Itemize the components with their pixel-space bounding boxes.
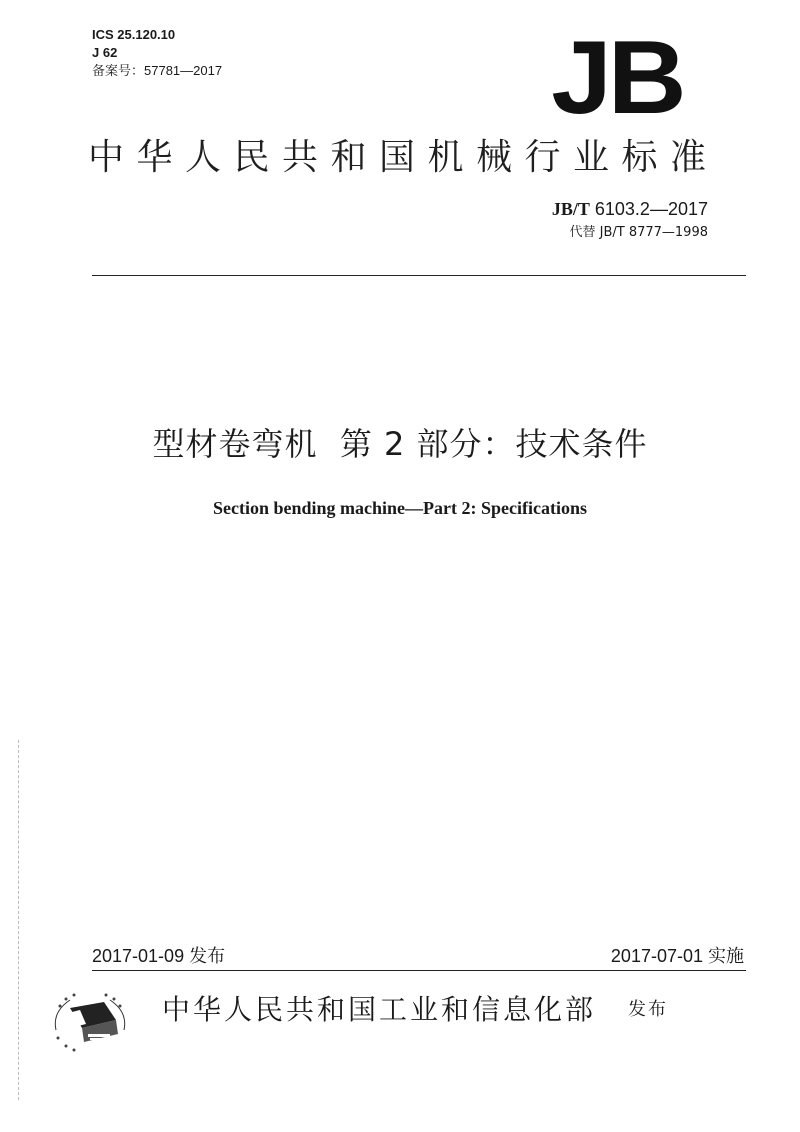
press-emblem-icon	[44, 990, 136, 1054]
issuing-authority: 中华人民共和国工业和信息化部	[162, 993, 597, 1026]
standard-number-value: 6103.2—2017	[594, 199, 708, 219]
document-title-en: Section bending machine—Part 2: Specifications	[213, 498, 587, 518]
header-meta	[92, 26, 222, 80]
issue-date: 2017-01-09 发布	[92, 946, 226, 966]
bottom-divider	[92, 970, 746, 971]
ics-code: ICS 25.120.10	[92, 27, 176, 42]
standard-number	[552, 198, 708, 220]
standard-category-title: 中华人民共和国机械行业标准	[88, 137, 719, 178]
document-title-zh: 型材卷弯机 第 2 部分：技术条件	[152, 425, 648, 463]
scan-edge-mark	[18, 740, 19, 1100]
replaces-standard: 代替 JB/T 8777—1998	[569, 225, 708, 240]
jb-logo: JB	[551, 20, 683, 136]
ccs-code: J 62	[92, 45, 118, 60]
effective-date: 2017-07-01 实施	[610, 946, 744, 966]
top-divider	[92, 275, 746, 276]
issuing-authority-suffix: 发布	[628, 999, 668, 1020]
filing-number: 备案号：57781—2017	[92, 63, 223, 78]
standard-number-prefix: JB/T	[551, 199, 590, 219]
